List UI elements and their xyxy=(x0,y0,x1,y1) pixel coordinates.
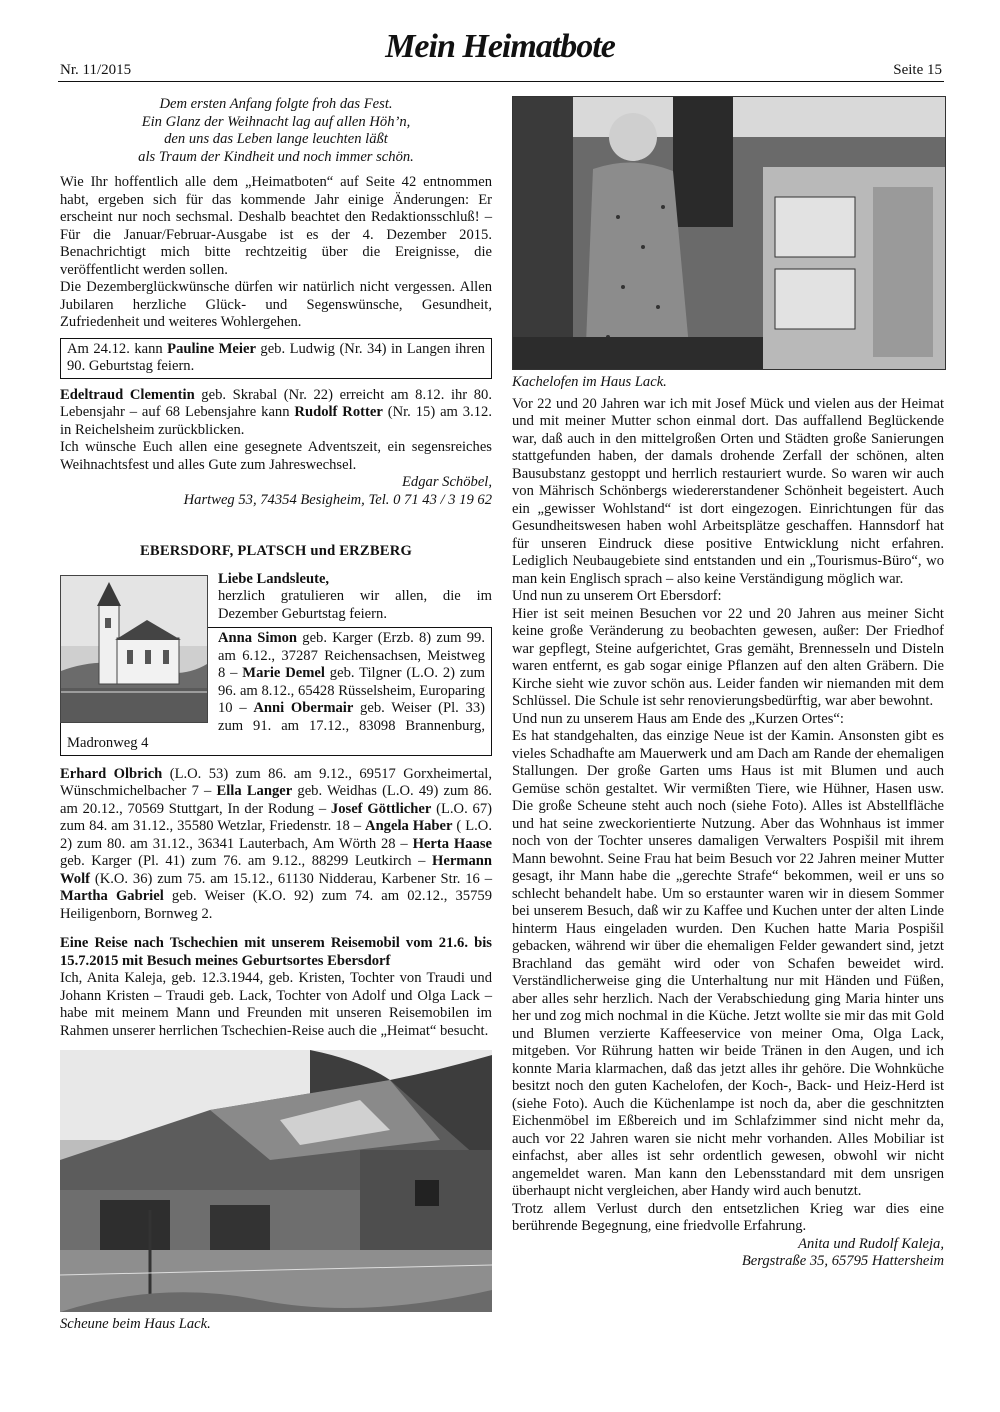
paragraph-text: geb. Skrabal (Nr. 22) erreicht am 8.12. ihr 80. Lebensjahr – auf 68 Lebensjahre kann xyxy=(60,386,492,420)
left-column xyxy=(60,96,492,1334)
article-paragraph: Vor 22 und 20 Jahren war ich mit Josef Mück und vielen aus der Heimat und mit meiner Mutter schon einmal dort. Das auffallend Beglückende war, daß auch in den mittelgroßen Orten und Städten große Sanierungen stattgefunden haben, der damals drohende Zerfall der schönen, alten Bausubstanz gestoppt und herrlich restauriert wurde. So waren wir auch von Mährisch Schönbergs wiedererstandener Schönheit begeistert. Auch ein „gewisser Wohlstand“ ist dort eingezogen. Einrichtungen für das Gesundheitswesen haben wohl Arbeitsplätze geschaffen. Hannsdorf hat für unseren Eindruck diese positive Entwicklung nicht erfahren. Lediglich Neubaugebiete sind entstanden und ein „Tourismus-Büro“, wo man kein Englisch sprach – also keine Verständigung möglich war. xyxy=(512,395,944,587)
greeting-heading: Liebe Landsleute, xyxy=(218,570,330,587)
article-paragraph: Und nun zu unserem Haus am Ende des „Kurzen Ortes“: xyxy=(512,710,844,727)
page-number: Seite 15 xyxy=(893,62,942,78)
section-title: EBERSDORF, PLATSCH und ERZBERG xyxy=(139,543,412,559)
signature-name: Anita und Rudolf Kaleja, xyxy=(798,1235,944,1252)
person-name: Ella Langer xyxy=(216,783,293,799)
box-text: geb. Tilgner (L.O. 2) zum 96. am 8.12., 65428 Rüsselsheim, Europaring 10 – xyxy=(218,665,485,716)
article-paragraph: Hier ist seit meinen Besuchen vor 22 und 20 Jahren aus meiner Sicht keine große Veränderung zu beobachten gewesen, außer: Der Friedhof war gepflegt, Steine aufgerichtet, Gras gemäht, Brennesseln und Disteln waren entfernt, es gab sogar einige Pflanzen auf den alten Gräbern. Die Kirche sieht wie zuvor schön aus. Leider fanden wir niemanden mit dem Schlüssel. Die Schule ist sehr renovierungsbedürftig, war aber bewohnt. xyxy=(512,605,944,709)
paragraph-text: (Nr. 15) am 3.12. in Reichelsheim zurückblicken. xyxy=(60,404,492,438)
birthday-list xyxy=(60,766,492,924)
kitchen-photo xyxy=(512,96,946,370)
church-photo xyxy=(60,575,208,723)
signature-name: Edgar Schöbel, xyxy=(402,474,492,490)
person-name: Anna Simon xyxy=(218,630,298,646)
box-text: geb. Karger (Erzb. 8) zum 99. am 6.12., 37287 Reichensachsen, Meistweg 8 – xyxy=(218,630,485,681)
list-text: ( L.O. 2) zum 80. am 31.12., 36341 Lauterbach, Am Wörth 28 – xyxy=(60,818,492,852)
highlight-box xyxy=(60,338,492,379)
trip-heading: Eine Reise nach Tschechien mit unserem Reisemobil vom 21.6. bis 15.7.2015 mit Besuch meines Geburtsortes Ebersdorf xyxy=(60,935,492,969)
person-name: Angela Haber xyxy=(365,818,453,834)
list-text: (L.O. 67) zum 84. am 31.12., 35580 Wetzlar, Friedenstr. 18 – xyxy=(60,800,492,834)
box-text: geb. Ludwig (Nr. 34) in Langen ihren 90. Geburtstag feiern. xyxy=(67,340,485,374)
barn-photo xyxy=(60,1050,492,1312)
poem-line: den uns das Leben lange leuchten läßt xyxy=(164,131,388,147)
person-name: Edeltraud Clementin xyxy=(60,386,195,403)
person-name: Josef Göttlicher xyxy=(330,800,432,817)
poem xyxy=(60,96,492,166)
masthead-logo: Mein Heimatbote xyxy=(385,28,615,65)
birthday-paragraph xyxy=(60,387,492,440)
list-text: (L.O. 53) zum 86. am 9.12., 69517 Gorxheimertal, Wünschmichelbacher 7 – xyxy=(60,765,493,799)
signature-address: Hartweg 53, 74354 Besigheim, Tel. 0 71 43 / 3 19 62 xyxy=(183,491,492,508)
intro-paragraph: Wie Ihr hoffentlich alle dem „Heimatboten“ auf Seite 42 entnommen habt, ergeben sich für das kommende Jahr einige Änderungen: Er erscheint nur noch sechsmal. Deshalb beachtet den Redaktionsschluß! – Für die Januar/Februar-Ausgabe ist es der 4. Dezember 2015. Benachrichtigt mich bitte rechtzeitig über die Ereignisse, die veröffentlicht werden sollen. xyxy=(60,174,492,278)
trip-text: Ich, Anita Kaleja, geb. 12.3.1944, geb. Kristen, Tochter von Traudi und Johann Kristen – Traudi geb. Lack, Tochter von Adolf und Olga Lack – habe mit meinem Mann und Freunden mit unseren Reisemobilen im Rahmen unserer herrlichen Tschechien-Reise auch die „Heimat“ besucht. xyxy=(60,970,492,1039)
greetings-paragraph: Die Dezemberglückwünsche dürfen wir natürlich nicht vergessen. Allen Jubilaren herzliche Glück- und Segenswünsche, Gesundheit, Zufriedenheit und weiteres Wohlergehen. xyxy=(60,279,492,330)
person-name: Anni Obermair xyxy=(253,700,354,716)
kitchen-image xyxy=(513,97,945,369)
person-name: Erhard Olbrich xyxy=(60,765,163,782)
box-text: geb. Weiser (Pl. 33) zum 91. am 17.12., 83098 Brannenburg, Madronweg 4 xyxy=(67,700,485,751)
barn-caption: Scheune beim Haus Lack. xyxy=(60,1316,211,1332)
greeting-text: herzlich gratulieren wir allen, die im Dezember Geburtstag feiern. xyxy=(218,588,492,622)
wishes-paragraph: Ich wünsche Euch allen eine gesegnete Adventszeit, ein segensreiches Weihnachtsfest und alles Gute zum Jahreswechsel. xyxy=(60,439,492,473)
issue-number: Nr. 11/2015 xyxy=(60,62,132,78)
signature-address: Bergstraße 35, 65795 Hattersheim xyxy=(741,1253,944,1269)
right-column xyxy=(512,96,944,1271)
person-name: Martha Gabriel xyxy=(60,888,164,904)
box-text: Am 24.12. kann xyxy=(67,340,168,357)
article-paragraph: Trotz allem Verlust durch den entsetzlichen Krieg war dies eine berührende Begegnung, eine friedvolle Erfahrung. xyxy=(512,1200,944,1234)
kitchen-caption: Kachelofen im Haus Lack. xyxy=(512,374,667,390)
list-text: geb. Weidhas (L.O. 49) zum 86. am 20.12., 70569 Stuttgart, In der Rodung – xyxy=(60,783,493,817)
box-name: Pauline Meier xyxy=(167,340,256,357)
poem-line: Ein Glanz der Weihnacht lag auf allen Höh’n, xyxy=(141,113,411,130)
poem-line: als Traum der Kindheit und noch immer schön. xyxy=(138,148,414,165)
list-text: (K.O. 36) zum 75. am 15.12., 61130 Nidderau, Karbener Str. 16 – xyxy=(90,870,492,887)
header-rule xyxy=(58,81,944,82)
article-paragraph: Es hat standgehalten, das einzige Neue ist der Kamin. Ansonsten gibt es vieles Schadhafte am Mauerwerk und am Dach am Rande der ehemaligen Stallungen. Der große Garten ums Haus ist mit Blumen und auch Gemüse schön gestaltet. Wir vermißten Tiere, wie Hühner, Hasen usw. Die große Scheune steht auch noch (siehe Foto). Alles ist Abstellfläche und hat seine zweckorientierte Nutzung. Aber das Wohnhaus ist immer noch von der Tochter unseres damaligen Verwalters Pospišil mit ihrem Mann bewohnt. Seine Frau hat beim Besuch vor 22 Jahren meiner Mutter gesagt, ihr Mann habe die „gerechte Strafe“ bekommen, weil er uns so schlecht behandelt habe. Um so erstaunter waren wir in diesem Sommer bei unserem Besuch, daß wir zu Kaffee und Kuchen unter der alten Linde hinterm Haus eingeladen wurden. Den Kuchen hatte Maria Pospišil gebacken, während wir über die ehemaligen Felder gewandert sind, jetzt Brachland das gemäht wird oder von Schafen beweidet wird. Verständlicherweise ging die Unterhaltung nur mit Händen und Füßen, aber alles sehr herzlich. Nach der Verabschiedung ging Maria hinter uns her und zog mich nochmal in die Küche. Jetzt wollte sie mir das mit Gold und Blumen verzierte Kaffeeservice von meiner Oma, Olga Lack, mitgeben. Vor Rührung hatten wir beide Tränen in den Augen, und ich konnte Maria klarmachen, daß das jetzt alles ihr gehöre. Die Wohnküche besitzt noch den guten Kachelofen, der Koch-, Back- und Heiz-Herd ist (siehe Foto). Auch die Küchenlampe ist noch da, aber die geschnitzten Eichenmöbel im Eßbereich und im Schlafzimmer sind nicht mehr da, auch vor 22 Jahren waren sie nicht mehr vorhanden. Alles Mobiliar ist einfachst, aber alles ist sehr ordentlich gewesen, obwohl wir nicht angemeldet waren. Man kann den Lebensstandard mit dem unsrigen überhaupt nicht vergleichen, aber Handy wird auch benutzt. xyxy=(512,728,944,1199)
person-name: Rudolf Rotter xyxy=(294,404,383,420)
person-name: Hermann Wolf xyxy=(60,853,492,887)
person-name: Marie Demel xyxy=(242,665,325,681)
poem-line: Dem ersten Anfang folgte froh das Fest. xyxy=(159,96,393,112)
ebersdorf-block xyxy=(60,571,492,756)
barn-image xyxy=(60,1050,492,1312)
article-paragraph: Und nun zu unserem Ort Ebersdorf: xyxy=(512,588,722,604)
church-image xyxy=(61,576,207,722)
list-text: geb. Weiser (K.O. 92) zum 74. am 02.12., 35759 Heiligenborn, Bornweg 2. xyxy=(60,888,492,922)
person-name: Herta Haase xyxy=(412,835,492,852)
list-text: geb. Karger (Pl. 41) zum 76. am 9.12., 88299 Leutkirch – xyxy=(60,853,432,869)
